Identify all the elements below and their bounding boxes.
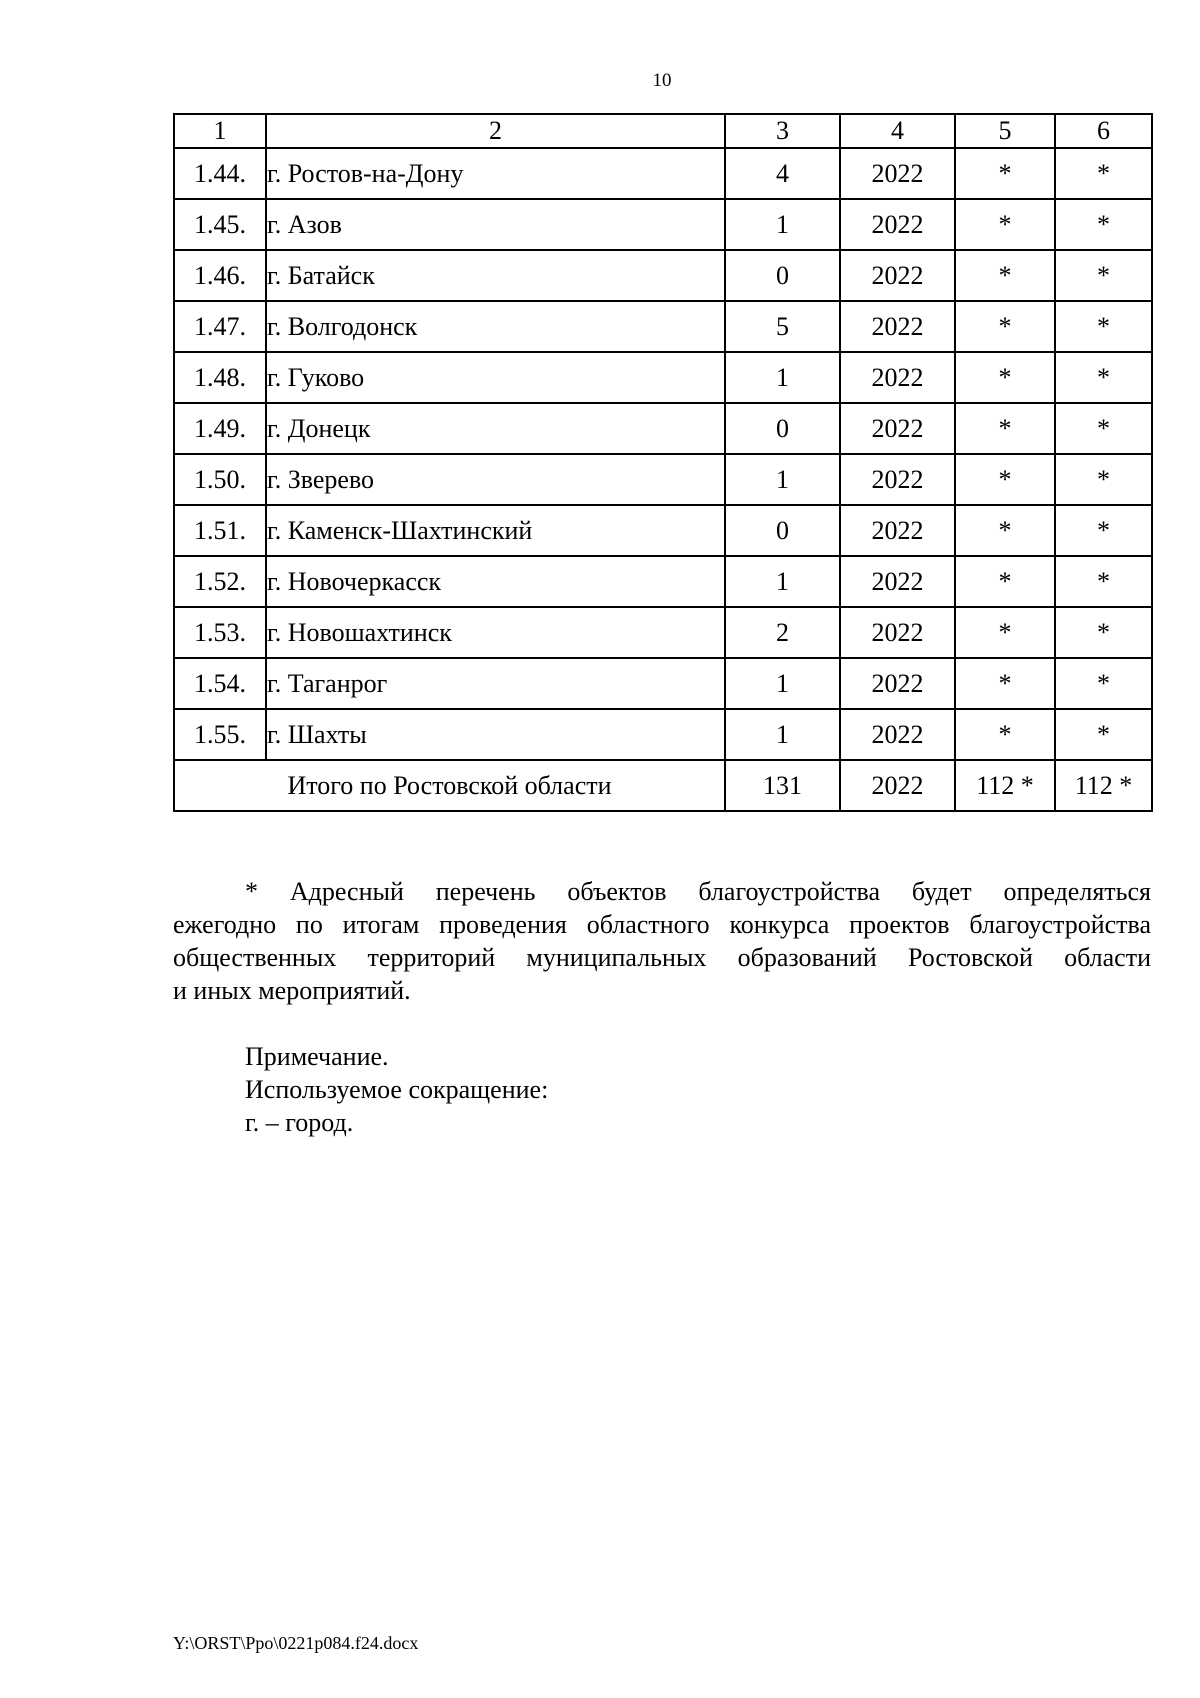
footnote [173, 875, 1151, 1007]
col5-value: * [955, 454, 1055, 505]
row-number: 1.49. [174, 403, 266, 454]
municipality-name: г. Гуково [266, 352, 725, 403]
object-count: 1 [725, 352, 840, 403]
header-cell: 6 [1055, 114, 1152, 148]
col5-value: * [955, 709, 1055, 760]
year: 2022 [840, 556, 955, 607]
year: 2022 [840, 301, 955, 352]
year: 2022 [840, 250, 955, 301]
year: 2022 [840, 607, 955, 658]
municipality-name: г. Батайск [266, 250, 725, 301]
col5-value: * [955, 352, 1055, 403]
col6-value: * [1055, 301, 1152, 352]
year: 2022 [840, 454, 955, 505]
row-number: 1.51. [174, 505, 266, 556]
total-col5: 112 * [955, 760, 1055, 811]
year: 2022 [840, 658, 955, 709]
year: 2022 [840, 709, 955, 760]
object-count: 1 [725, 658, 840, 709]
object-count: 0 [725, 250, 840, 301]
year: 2022 [840, 199, 955, 250]
table-total-row [174, 760, 1152, 811]
note-abbreviation: г. – город. [245, 1108, 354, 1137]
col6-value: * [1055, 148, 1152, 199]
object-count: 5 [725, 301, 840, 352]
municipality-name: г. Донецк [266, 403, 725, 454]
col5-value: * [955, 556, 1055, 607]
object-count: 1 [725, 709, 840, 760]
row-number: 1.47. [174, 301, 266, 352]
municipality-name: г. Ростов-на-Дону [266, 148, 725, 199]
col5-value: * [955, 250, 1055, 301]
header-cell: 2 [266, 114, 725, 148]
col6-value: * [1055, 607, 1152, 658]
municipality-name: г. Шахты [266, 709, 725, 760]
total-col6: 112 * [1055, 760, 1152, 811]
note [245, 1040, 548, 1139]
object-count: 1 [725, 556, 840, 607]
row-number: 1.55. [174, 709, 266, 760]
footnote-line: * Адресный перечень объектов благоустройства будет определяться [245, 877, 1151, 906]
year: 2022 [840, 352, 955, 403]
table-header-row [174, 114, 1152, 148]
col6-value: * [1055, 352, 1152, 403]
row-number: 1.53. [174, 607, 266, 658]
object-count: 2 [725, 607, 840, 658]
row-number: 1.45. [174, 199, 266, 250]
footnote-line: общественных территорий муниципальных образований Ростовской области [173, 943, 1151, 972]
col5-value: * [955, 199, 1055, 250]
col5-value: * [955, 607, 1055, 658]
header-cell: 4 [840, 114, 955, 148]
municipality-name: г. Зверево [266, 454, 725, 505]
object-count: 0 [725, 505, 840, 556]
row-number: 1.54. [174, 658, 266, 709]
col5-value: * [955, 403, 1055, 454]
year: 2022 [840, 505, 955, 556]
col6-value: * [1055, 199, 1152, 250]
page-number: 10 [652, 70, 672, 91]
year: 2022 [840, 403, 955, 454]
col6-value: * [1055, 505, 1152, 556]
municipality-name: г. Азов [266, 199, 725, 250]
municipality-name: г. Новошахтинск [266, 607, 725, 658]
table-row [174, 199, 1152, 250]
object-count: 0 [725, 403, 840, 454]
note-title: Примечание. [245, 1042, 389, 1071]
municipality-name: г. Волгодонск [266, 301, 725, 352]
table-row [174, 301, 1152, 352]
table-row [174, 658, 1152, 709]
object-count: 1 [725, 454, 840, 505]
col6-value: * [1055, 709, 1152, 760]
object-count: 1 [725, 199, 840, 250]
municipality-name: г. Каменск-Шахтинский [266, 505, 725, 556]
row-number: 1.50. [174, 454, 266, 505]
municipality-name: г. Таганрог [266, 658, 725, 709]
total-label: Итого по Ростовской области [174, 760, 725, 811]
col6-value: * [1055, 556, 1152, 607]
row-number: 1.52. [174, 556, 266, 607]
total-year: 2022 [840, 760, 955, 811]
col6-value: * [1055, 250, 1152, 301]
row-number: 1.46. [174, 250, 266, 301]
col5-value: * [955, 505, 1055, 556]
col6-value: * [1055, 403, 1152, 454]
table-row [174, 352, 1152, 403]
table-row [174, 250, 1152, 301]
header-cell: 5 [955, 114, 1055, 148]
object-count: 4 [725, 148, 840, 199]
table-row [174, 148, 1152, 199]
table-row [174, 454, 1152, 505]
row-number: 1.44. [174, 148, 266, 199]
table-row [174, 556, 1152, 607]
table-row [174, 403, 1152, 454]
file-path: Y:\ORST\Ppo\0221p084.f24.docx [173, 1633, 419, 1653]
data-table [173, 113, 1153, 812]
table-row [174, 607, 1152, 658]
col5-value: * [955, 301, 1055, 352]
col5-value: * [955, 148, 1055, 199]
note-subtitle: Используемое сокращение: [245, 1075, 549, 1104]
footnote-line: ежегодно по итогам проведения областного конкурса проектов благоустройства [173, 910, 1151, 939]
table-row [174, 709, 1152, 760]
col5-value: * [955, 658, 1055, 709]
footnote-line: и иных мероприятий. [173, 976, 411, 1005]
col6-value: * [1055, 454, 1152, 505]
year: 2022 [840, 148, 955, 199]
municipality-name: г. Новочеркасск [266, 556, 725, 607]
table-row [174, 505, 1152, 556]
col6-value: * [1055, 658, 1152, 709]
row-number: 1.48. [174, 352, 266, 403]
header-cell: 1 [174, 114, 266, 148]
header-cell: 3 [725, 114, 840, 148]
total-value: 131 [725, 760, 840, 811]
